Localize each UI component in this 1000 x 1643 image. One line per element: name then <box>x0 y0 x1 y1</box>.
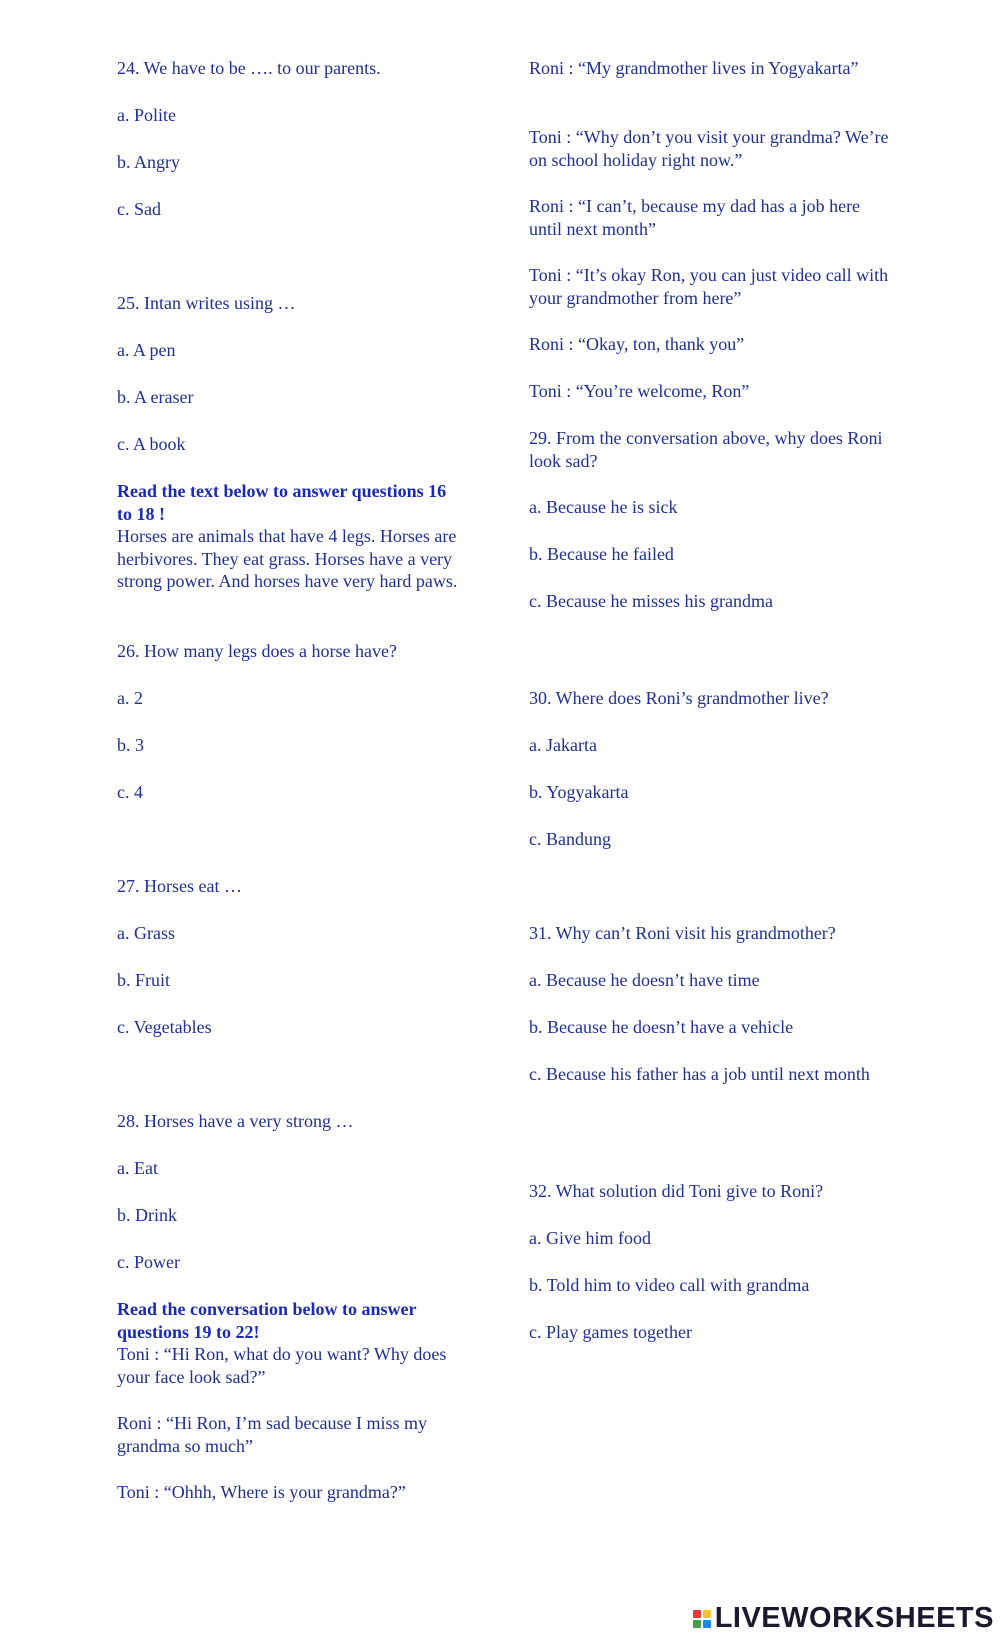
option-26-a: a. 2 <box>117 688 143 708</box>
conversation-line: Toni : “You’re welcome, Ron” <box>529 381 750 401</box>
conversation-line: Toni : “Hi Ron, what do you want? Why does your face look sad?” <box>117 1344 447 1387</box>
logo-square <box>693 1620 701 1628</box>
option-25-b: b. A eraser <box>117 387 194 407</box>
question-26: 26. How many legs does a horse have? <box>117 641 397 661</box>
question-28: 28. Horses have a very strong … <box>117 1111 354 1131</box>
conversation-line: Toni : “It’s okay Ron, you can just video call with your grandmother from here” <box>529 265 889 308</box>
conversation-instruction: Read the conversation below to answer questions 19 to 22! <box>117 1299 417 1342</box>
option-27-c: c. Vegetables <box>117 1017 212 1037</box>
liveworksheets-logo[interactable] <box>693 1602 994 1635</box>
option-32-a: a. Give him food <box>529 1228 651 1248</box>
question-25: 25. Intan writes using … <box>117 293 296 313</box>
option-30-b: b. Yogyakarta <box>529 782 629 802</box>
reading-passage: Horses are animals that have 4 legs. Horses are herbivores. They eat grass. Horses have a very strong power. And horses have very hard paws. <box>117 526 458 591</box>
conversation-line: Toni : “Why don’t you visit your grandma? We’re on school holiday right now.” <box>529 127 889 170</box>
option-26-b: b. 3 <box>117 735 144 755</box>
option-24-a: a. Polite <box>117 105 176 125</box>
conversation-line: Roni : “My grandmother lives in Yogyakarta” <box>529 58 859 78</box>
option-24-b: b. Angry <box>117 152 180 172</box>
option-31-c: c. Because his father has a job until next month <box>529 1064 870 1084</box>
option-31-a: a. Because he doesn’t have time <box>529 970 760 990</box>
conversation-line: Roni : “I can’t, because my dad has a job here until next month” <box>529 196 861 239</box>
logo-mark-icon <box>693 1610 711 1628</box>
logo-square <box>703 1620 711 1628</box>
option-29-b: b. Because he failed <box>529 544 674 564</box>
logo-text: LIVEWORKSHEETS <box>714 1602 994 1634</box>
option-28-c: c. Power <box>117 1252 180 1272</box>
option-26-c: c. 4 <box>117 782 143 802</box>
option-28-b: b. Drink <box>117 1205 177 1225</box>
conversation-line: Toni : “Ohhh, Where is your grandma?” <box>117 1482 406 1502</box>
question-30: 30. Where does Roni’s grandmother live? <box>529 688 829 708</box>
logo-square <box>703 1610 711 1618</box>
option-32-c: c. Play games together <box>529 1322 692 1342</box>
logo-square <box>693 1610 701 1618</box>
option-28-a: a. Eat <box>117 1158 158 1178</box>
question-31: 31. Why can’t Roni visit his grandmother? <box>529 923 836 943</box>
option-29-c: c. Because he misses his grandma <box>529 591 773 611</box>
conversation-line: Roni : “Hi Ron, I’m sad because I miss my grandma so much” <box>117 1413 427 1456</box>
option-29-a: a. Because he is sick <box>529 497 678 517</box>
option-25-c: c. A book <box>117 434 186 454</box>
question-29: 29. From the conversation above, why does Roni look sad? <box>529 428 883 471</box>
option-30-a: a. Jakarta <box>529 735 597 755</box>
option-31-b: b. Because he doesn’t have a vehicle <box>529 1017 794 1037</box>
option-24-c: c. Sad <box>117 199 161 219</box>
question-32: 32. What solution did Toni give to Roni? <box>529 1181 824 1201</box>
reading-instruction: Read the text below to answer questions 16 to 18 ! <box>117 481 447 524</box>
option-32-b: b. Told him to video call with grandma <box>529 1275 810 1295</box>
option-27-b: b. Fruit <box>117 970 171 990</box>
option-25-a: a. A pen <box>117 340 176 360</box>
question-24: 24. We have to be …. to our parents. <box>117 58 381 78</box>
option-27-a: a. Grass <box>117 923 175 943</box>
question-27: 27. Horses eat … <box>117 876 242 896</box>
conversation-line: Roni : “Okay, ton, thank you” <box>529 334 745 354</box>
option-30-c: c. Bandung <box>529 829 611 849</box>
